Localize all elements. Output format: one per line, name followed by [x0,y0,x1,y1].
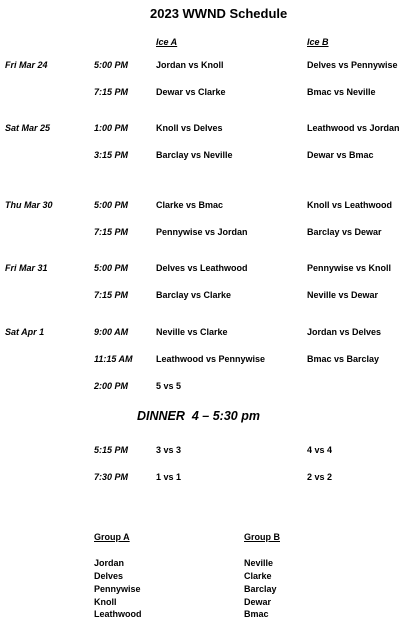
row-time: 11:15 AM [94,354,133,364]
playoff-time: 5:15 PM [94,445,129,455]
group-b-header: Group B [244,532,280,542]
group-a-team: Pennywise [94,584,141,594]
row-ice-b: Knoll vs Leathwood [307,200,393,210]
group-b-team: Clarke [244,571,272,581]
row-ice-b: Leathwood vs Jordan [307,123,400,133]
row-ice-a: Clarke vs Bmac [156,200,224,210]
playoff-ice-b: 4 vs 4 [307,445,333,455]
row-ice-b: Bmac vs Neville [307,87,376,97]
group-b-team: Neville [244,558,274,568]
row-ice-b: Bmac vs Barclay [307,354,380,364]
row-ice-a: Neville vs Clarke [156,327,228,337]
playoff-ice-a: 3 vs 3 [156,445,182,455]
row-ice-b: Delves vs Pennywise [307,60,398,70]
row-ice-a: Knoll vs Delves [156,123,223,133]
row-ice-b: Dewar vs Bmac [307,150,374,160]
group-b-team: Bmac [244,609,269,619]
row-ice-a: Barclay vs Neville [156,150,233,160]
row-time: 1:00 PM [94,123,129,133]
page-title: 2023 WWND Schedule [150,6,288,21]
ice-b-header: Ice B [307,37,329,47]
group-a-header: Group A [94,532,130,542]
row-time: 5:00 PM [94,60,129,70]
group-b-team: Dewar [244,597,272,607]
group-a-team: Knoll [94,597,117,607]
row-ice-b: Jordan vs Delves [307,327,382,337]
row-time: 7:15 PM [94,87,129,97]
row-ice-a: Jordan vs Knoll [156,60,224,70]
row-time: 2:00 PM [94,381,129,391]
group-a-team: Jordan [94,558,125,568]
row-time: 5:00 PM [94,200,129,210]
row-day: Fri Mar 31 [5,263,48,273]
ice-a-header: Ice A [156,37,178,47]
group-a-team: Leathwood [94,609,142,619]
playoff-time: 7:30 PM [94,472,129,482]
row-day: Thu Mar 30 [5,200,53,210]
row-time: 9:00 AM [94,327,129,337]
row-time: 7:15 PM [94,290,129,300]
group-a-team: Delves [94,571,124,581]
row-day: Sat Apr 1 [5,327,45,337]
row-day: Fri Mar 24 [5,60,48,70]
row-ice-a: 5 vs 5 [156,381,182,391]
row-time: 5:00 PM [94,263,129,273]
group-b-team: Barclay [244,584,277,594]
row-ice-a: Dewar vs Clarke [156,87,226,97]
row-time: 7:15 PM [94,227,129,237]
row-ice-b: Barclay vs Dewar [307,227,382,237]
playoff-ice-b: 2 vs 2 [307,472,333,482]
row-ice-b: Pennywise vs Knoll [307,263,392,273]
row-ice-a: Barclay vs Clarke [156,290,232,300]
dinner-break: DINNER 4 – 5:30 pm [137,409,260,423]
row-day: Sat Mar 25 [5,123,51,133]
row-ice-a: Leathwood vs Pennywise [156,354,266,364]
row-ice-a: Delves vs Leathwood [156,263,248,273]
row-ice-a: Pennywise vs Jordan [156,227,248,237]
row-time: 3:15 PM [94,150,129,160]
playoff-ice-a: 1 vs 1 [156,472,182,482]
row-ice-b: Neville vs Dewar [307,290,379,300]
